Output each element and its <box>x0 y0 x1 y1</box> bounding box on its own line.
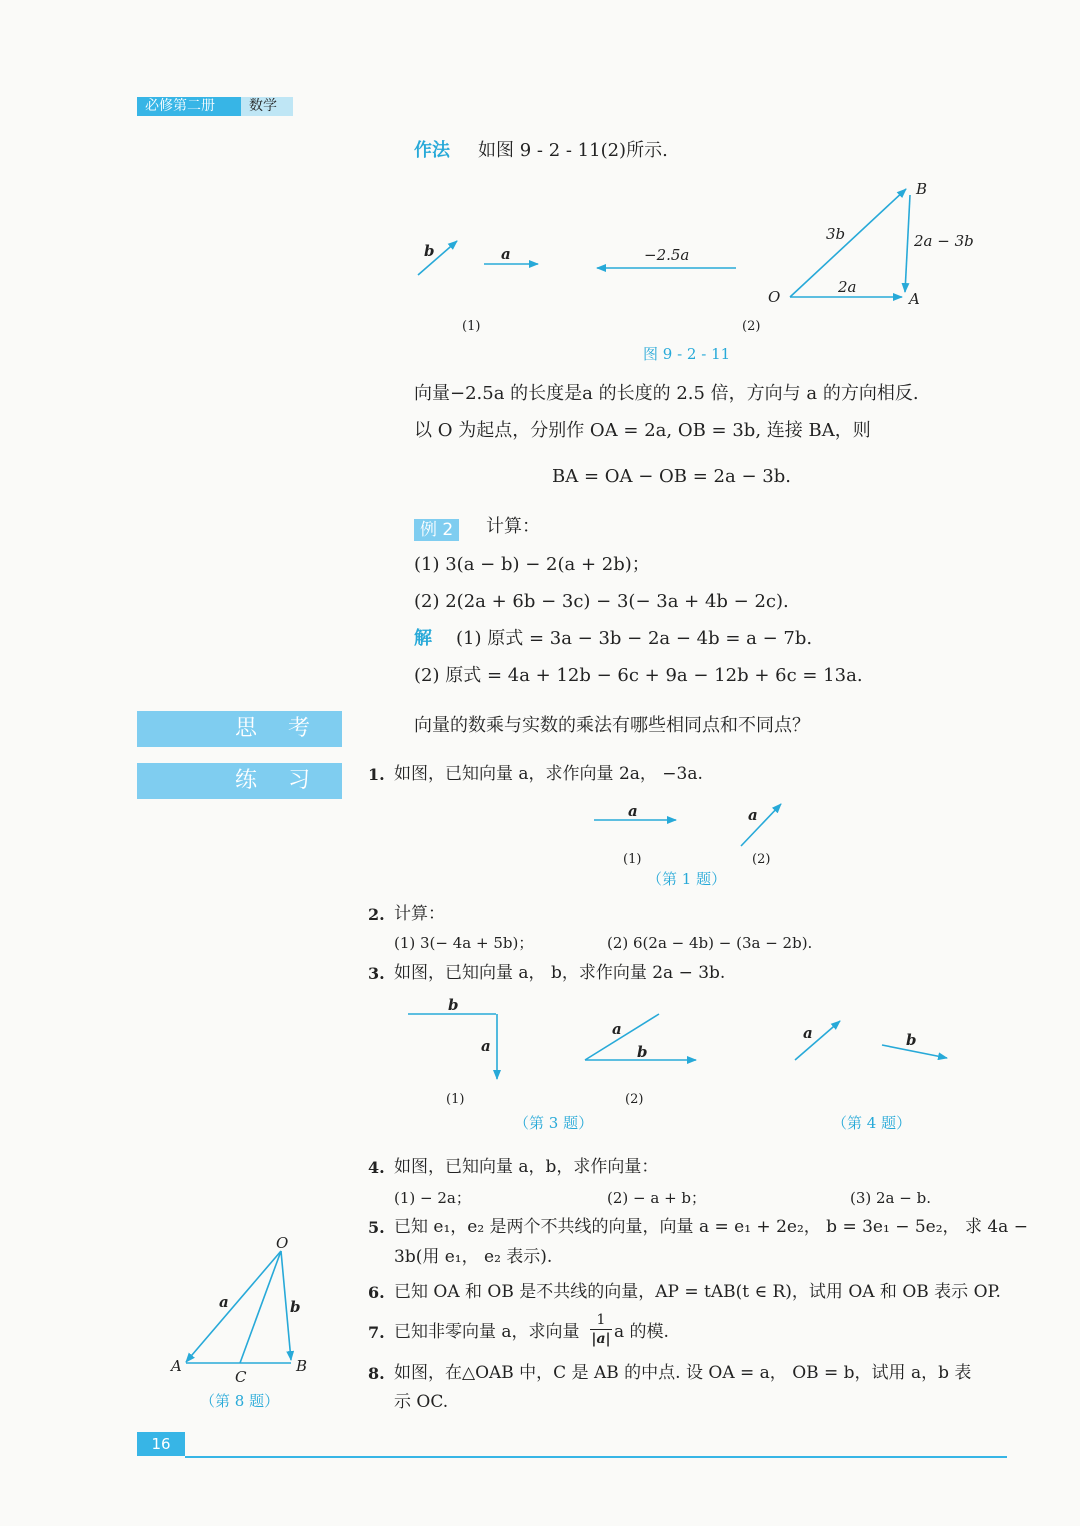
p5-text-cont: 3b(用 e₁， e₂ 表示). <box>394 1247 553 1267</box>
practice-box: 练 习 <box>137 763 342 799</box>
p3-sub1: (1) <box>446 1092 465 1107</box>
p7-num: 7. <box>368 1323 385 1342</box>
fig-label-2a: 2a <box>838 278 857 296</box>
p1-label-a1: a <box>628 802 638 820</box>
p8-num: 8. <box>368 1364 385 1383</box>
think-text: 向量的数乘与实数的乘法有哪些相同点和不同点？ <box>414 715 810 736</box>
p7-text-cont: a 的模. <box>614 1322 669 1342</box>
solution1: (1) 原式 = 3a − 3b − 2a − 4b = a − 7b. <box>456 628 813 649</box>
p7-text: 已知非零向量 a，求向量 <box>394 1322 580 1342</box>
fig-sub1: (1) <box>462 319 481 334</box>
p1-sub1: (1) <box>623 852 642 867</box>
fig-label-O: O <box>768 288 781 306</box>
p2a: (1) 3(− 4a + 5b)； <box>394 934 534 952</box>
fig-label-3b: 3b <box>826 225 846 243</box>
p4b: (2) − a + b； <box>607 1189 707 1207</box>
p8-text-cont: 示 OC. <box>394 1392 449 1412</box>
p7-fraction <box>590 1311 612 1348</box>
p3-num: 3. <box>368 964 385 983</box>
footer-line <box>185 1456 1007 1458</box>
p8-label-A: A <box>171 1357 182 1375</box>
p8-median <box>240 1251 281 1363</box>
p4c: (3) 2a − b. <box>850 1189 931 1207</box>
fig-label-B: B <box>916 180 928 198</box>
p3-vector-a2 <box>585 1014 659 1060</box>
p4-label-a: a <box>803 1024 813 1042</box>
p4-text: 如图，已知向量 a，b，求作向量： <box>394 1157 659 1177</box>
p4a: (1) − 2a； <box>394 1189 471 1207</box>
fig-sub2: (2) <box>742 319 761 334</box>
page-number: 16 <box>137 1432 185 1456</box>
p3-caption: （第 3 题） <box>514 1114 594 1132</box>
p1-text: 如图，已知向量 a，求作向量 2a， −3a. <box>394 764 703 784</box>
fig-label-a: a <box>501 245 511 263</box>
explain-line1: 向量−2.5a 的长度是a 的长度的 2.5 倍，方向与 a 的方向相反. <box>414 383 919 404</box>
solution-label: 解 <box>414 628 432 649</box>
p2-text: 计算： <box>394 904 445 924</box>
p1-caption: （第 1 题） <box>647 870 727 888</box>
p1-vector-a2 <box>741 804 781 846</box>
p1-sub2: (2) <box>752 852 771 867</box>
p8-label-O: O <box>276 1234 289 1252</box>
p8-label-b: b <box>290 1298 301 1316</box>
p4-caption: （第 4 题） <box>832 1114 912 1132</box>
p1-num: 1. <box>368 765 385 784</box>
p4-vector-a <box>795 1021 840 1060</box>
p3-label-a1: a <box>481 1037 491 1055</box>
solution2: (2) 原式 = 4a + 12b − 6c + 9a − 12b + 6c = 13a. <box>414 665 863 686</box>
zuofa-text: 如图 9 - 2 - 11(2)所示. <box>478 140 668 161</box>
p4-num: 4. <box>368 1158 385 1177</box>
p2b: (2) 6(2a − 4b) − (3a − 2b). <box>607 934 813 952</box>
think-box: 思 考 <box>137 711 342 747</box>
example2-q2: (2) 2(2a + 6b − 3c) − 3(− 3a + 4b − 2c). <box>414 591 789 612</box>
p3-label-a2: a <box>612 1020 622 1038</box>
p4-label-b: b <box>906 1031 917 1049</box>
p1-label-a2: a <box>748 806 758 824</box>
p3-text: 如图，已知向量 a， b，求作向量 2a − 3b. <box>394 963 726 983</box>
p7-fraction-num: 1 <box>590 1311 612 1330</box>
fig-label-diff: 2a − 3b <box>914 232 974 250</box>
p6-text: 已知 OA 和 OB 是不共线的向量，AP = tAB(t ∈ R)，试用 OA 和 OB 表示 OP. <box>394 1282 1001 1302</box>
p3-label-b1: b <box>448 996 459 1014</box>
fig-label-neg: −2.5a <box>644 246 690 264</box>
example2-title: 计算： <box>486 516 540 537</box>
p8-caption: （第 8 题） <box>200 1392 280 1410</box>
explain-line3: BA = OA − OB = 2a − 3b. <box>552 466 791 487</box>
explain-line2: 以 O 为起点，分别作 OA = 2a, OB = 3b, 连接 BA，则 <box>414 420 871 441</box>
p2-num: 2. <box>368 905 385 924</box>
p8-text: 如图，在△OAB 中，C 是 AB 的中点. 设 OA = a， OB = b，试用 a，b 表 <box>394 1363 972 1383</box>
p8-label-a: a <box>219 1293 229 1311</box>
fig-label-b: b <box>424 242 435 260</box>
p8-label-B: B <box>296 1357 308 1375</box>
p3-sub2: (2) <box>625 1092 644 1107</box>
example2-badge <box>414 515 459 540</box>
fig-label-A: A <box>909 290 920 308</box>
example2-q1: (1) 3(a − b) − 2(a + 2b)； <box>414 554 650 575</box>
p6-num: 6. <box>368 1283 385 1302</box>
p8-label-C: C <box>235 1368 247 1386</box>
example2-badge-text: 例 2 <box>414 519 459 541</box>
fig-caption: 图 9 - 2 - 11 <box>643 345 731 363</box>
p7-fraction-den: |a| <box>591 1331 611 1347</box>
vector-2a-3b <box>905 195 910 292</box>
zuofa-label: 作法 <box>414 140 450 161</box>
p5-num: 5. <box>368 1218 385 1237</box>
book-tag: 必修第二册 <box>137 97 241 116</box>
p5-text: 已知 e₁，e₂ 是两个不共线的向量，向量 a = e₁ + 2e₂， b = 3e₁ − 5e₂， 求 4a − <box>394 1217 1028 1237</box>
subject-tag: 数学 <box>241 97 293 116</box>
p8-vector-a <box>186 1251 281 1362</box>
p3-label-b2: b <box>637 1043 648 1061</box>
